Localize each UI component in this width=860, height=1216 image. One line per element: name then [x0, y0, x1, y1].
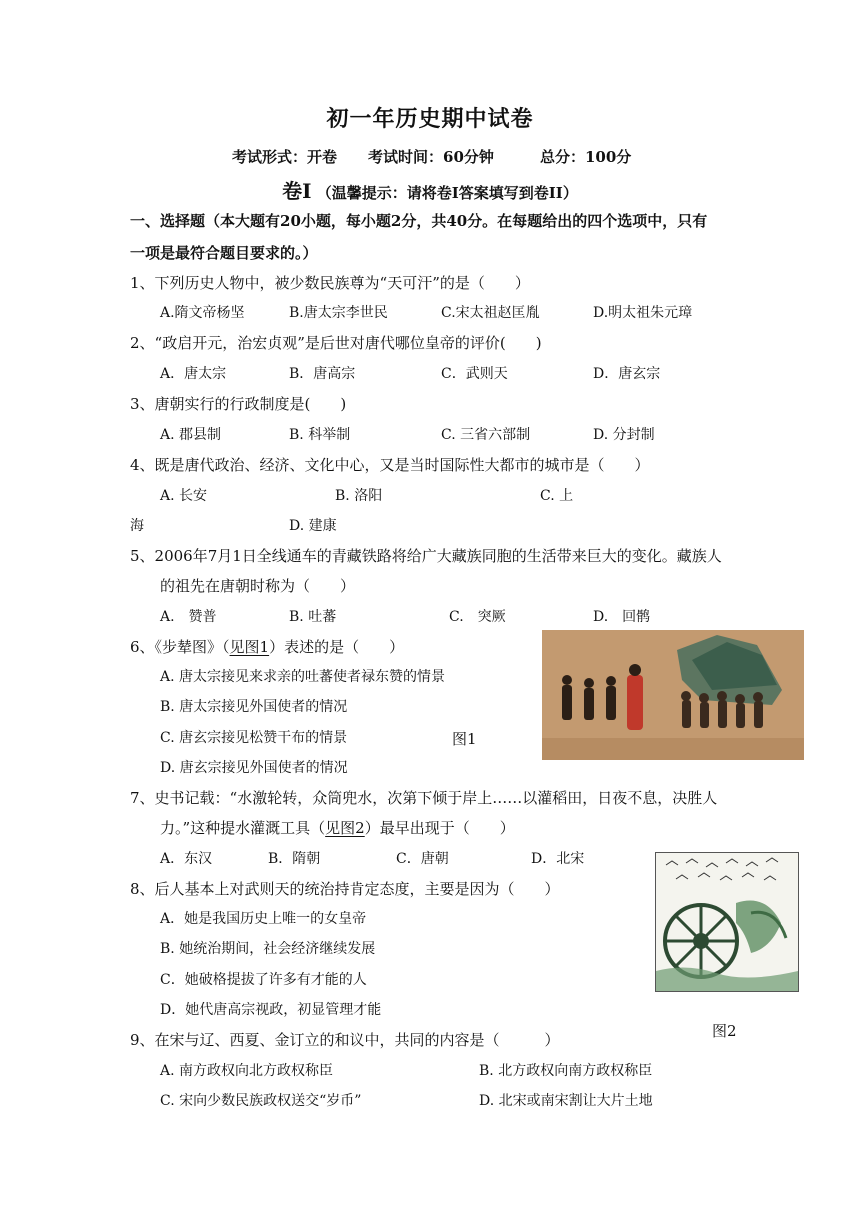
question-9-option-c: C. 宋向少数民族政权送交“岁币”	[160, 1093, 362, 1109]
exam-title: 初一年历史期中试卷	[326, 106, 534, 132]
question-2-stem: 2、“政启开元，治宏贞观”是后世对唐代哪位皇帝的评价( )	[130, 334, 542, 352]
question-2-option-d: D．唐玄宗	[593, 366, 661, 382]
question-1-option-d: D.明太祖朱元璋	[593, 305, 693, 321]
question-3-option-d: D. 分封制	[593, 427, 655, 443]
question-2-option-a: A．唐太宗	[160, 366, 227, 382]
question-3-option-c: C. 三省六部制	[441, 427, 531, 443]
question-8-option-a: A．她是我国历史上唯一的女皇帝	[160, 911, 367, 927]
total-score: 总分：100分	[540, 148, 632, 166]
question-7-option-c: C．唐朝	[396, 851, 449, 867]
question-1-option-c: C.宋太祖赵匡胤	[441, 305, 540, 321]
question-7-stem-line2	[160, 817, 515, 838]
question-6-stem-post: ）表述的是（ ）	[269, 638, 405, 656]
figure-2-caption: 图2	[712, 1022, 737, 1040]
question-3-option-b: B. 科举制	[289, 427, 351, 443]
question-5-option-a: A. 赞普	[160, 609, 217, 625]
question-9-option-b: B. 北方政权向南方政权称臣	[479, 1063, 653, 1079]
question-1-option-b: B.唐太宗李世民	[289, 305, 388, 321]
figure-2-reference: 见图2	[325, 819, 365, 837]
question-5-option-c: C. 突厥	[449, 609, 506, 625]
question-5-option-d: D. 回鹘	[593, 609, 651, 625]
question-7-stem-pre: 力。”这种提水灌溉工具（	[160, 819, 326, 837]
question-7-stem-line1: 7、史书记载：“水激轮转，众筒兜水，次第下倾于岸上……以灌稻田，日夜不息，决胜人	[130, 789, 718, 807]
question-4-stem: 4、既是唐代政治、经济、文化中心，又是当时国际性大都市的城市是（ ）	[130, 456, 650, 474]
question-6-option-b: B. 唐太宗接见外国使者的情况	[160, 699, 348, 715]
question-1-option-a: A.隋文帝杨坚	[160, 305, 245, 321]
question-7-option-b: B．隋朝	[268, 851, 321, 867]
question-5-stem-line2: 的祖先在唐朝时称为（ ）	[160, 577, 356, 595]
question-5-stem-line1: 5、2006年7月1日全线通车的青藏铁路将给广大藏族同胞的生活带来巨大的变化。藏族人	[130, 547, 722, 565]
question-8-option-d: D．她代唐高宗视政，初显管理才能	[160, 1002, 382, 1018]
question-6-option-a: A. 唐太宗接见来求亲的吐蕃使者禄东赞的情景	[160, 669, 446, 685]
question-8-option-c: C．她破格提拔了许多有才能的人	[160, 972, 367, 988]
question-2-option-c: C．武则天	[441, 366, 508, 382]
volume-label: 卷I	[282, 179, 312, 203]
exam-form: 考试形式：开卷	[232, 148, 338, 166]
question-4-option-a: A. 长安	[160, 488, 208, 504]
question-8-option-b: B. 她统治期间，社会经济继续发展	[160, 941, 376, 957]
volume-heading	[0, 175, 860, 204]
section-heading-line1: 一、选择题（本大题有20小题，每小题2分，共40分。在每题给出的四个选项中，只有	[130, 212, 708, 230]
question-9-option-d: D. 北宋或南宋割让大片土地	[479, 1093, 653, 1109]
figure-1-caption: 图1	[452, 730, 477, 748]
question-9-option-a: A. 南方政权向北方政权称臣	[160, 1063, 334, 1079]
question-8-stem: 8、后人基本上对武则天的统治持肯定态度，主要是因为（ ）	[130, 880, 560, 898]
question-4-option-c-wrap: 海	[130, 518, 144, 534]
question-7-stem-post: ）最早出现于（ ）	[364, 819, 515, 837]
question-6-option-c: C. 唐玄宗接见松赞干布的情景	[160, 730, 348, 746]
question-5-option-b: B. 吐蕃	[289, 609, 337, 625]
question-4-option-b: B. 洛阳	[335, 488, 383, 504]
question-3-stem: 3、唐朝实行的行政制度是( )	[130, 395, 347, 413]
section-heading-line2: 一项是最符合题目要求的。）	[130, 244, 318, 262]
figure-1-reference: 见图1	[229, 638, 270, 656]
question-6-stem-pre: 6、《步辇图》（	[130, 638, 230, 656]
volume-tip: （温馨提示：请将卷I答案填写到卷II）	[316, 184, 578, 202]
exam-time: 考试时间：60分钟	[368, 148, 494, 166]
question-6-option-d: D. 唐玄宗接见外国使者的情况	[160, 760, 348, 776]
question-9-stem: 9、在宋与辽、西夏、金订立的和议中，共同的内容是（ ）	[130, 1031, 560, 1049]
question-6-stem	[130, 636, 404, 657]
question-7-option-a: A．东汉	[160, 851, 213, 867]
question-3-option-a: A. 郡县制	[160, 427, 222, 443]
question-7-option-d: D．北宋	[531, 851, 585, 867]
question-2-option-b: B．唐高宗	[289, 366, 356, 382]
question-4-option-c: C. 上	[540, 488, 574, 504]
question-4-option-d: D. 建康	[289, 518, 337, 534]
figure-2-waterwheel-image	[655, 852, 799, 992]
figure-1-painting-image	[542, 630, 804, 760]
question-1-stem: 1、下列历史人物中，被少数民族尊为“天可汗”的是（ ）	[130, 274, 530, 292]
